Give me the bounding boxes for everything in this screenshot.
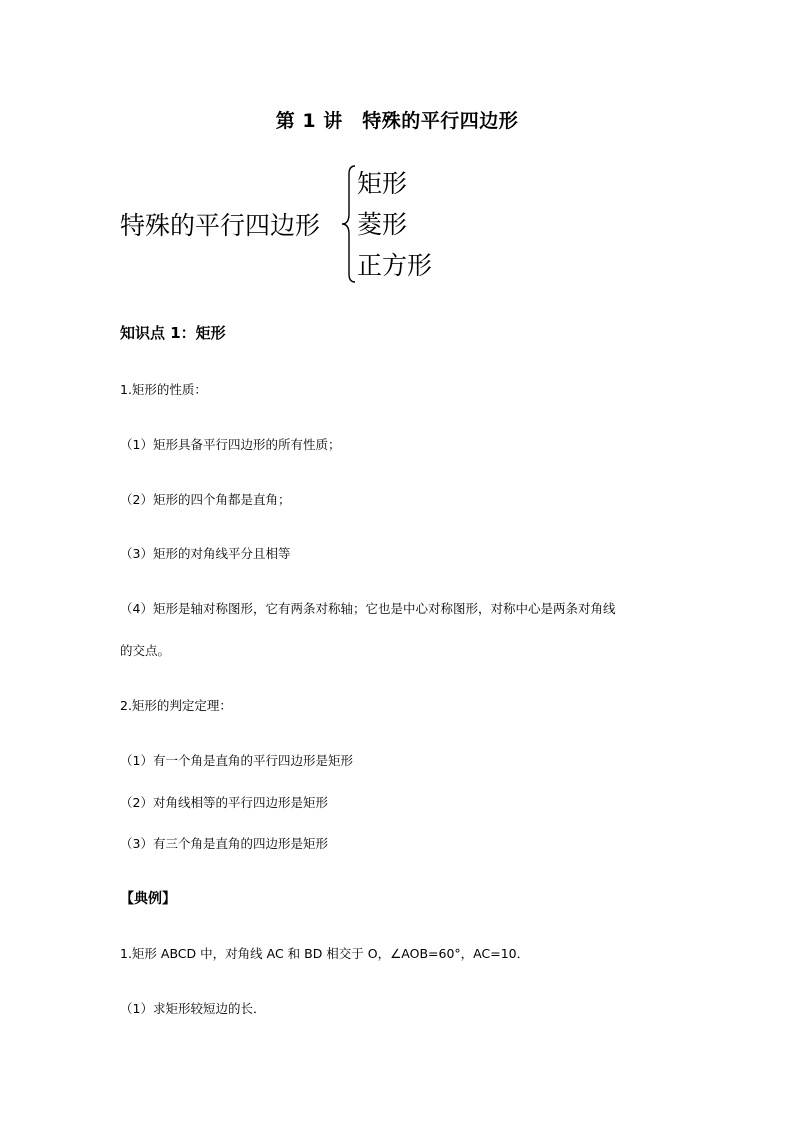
property-item: （2）矩形的四个角都是直角； [120,492,291,507]
diagram-root-label: 特殊的平行四边形 [120,211,321,240]
property-item: （1）矩形具备平行四边形的所有性质； [120,437,341,452]
diagram-branch-square: 正方形 [357,251,433,280]
example-problem: 1.矩形 ABCD 中，对角线 AC 和 BD 相交于 O，∠AOB=60°，AC=10． [120,946,530,961]
theorem-item: （3）有三个角是直角的四边形是矩形 [120,836,328,851]
property-item: （4）矩形是轴对称图形，它有两条对称轴；它也是中心对称图形，对称中心是两条对角线 [120,601,616,616]
brace-icon [339,164,359,284]
classification-diagram [0,158,794,288]
example-heading: 【典例】 [120,891,176,907]
property-item-continuation: 的交点。 [120,643,171,658]
diagram-branch-rectangle: 矩形 [357,169,408,198]
section-heading: 知识点 1：矩形 [120,324,226,342]
page-title: 第 1 讲 特殊的平行四边形 [275,110,519,132]
theorem-item: （1）有一个角是直角的平行四边形是矩形 [120,753,353,768]
property-item: （3）矩形的对角线平分且相等 [120,546,291,561]
theorem-item: （2）对角线相等的平行四边形是矩形 [120,795,328,810]
theorems-heading: 2.矩形的判定定理： [120,698,232,713]
example-part: （1）求矩形较短边的长． [120,1001,266,1016]
properties-heading: 1.矩形的性质： [120,382,207,397]
diagram-branch-rhombus: 菱形 [357,210,408,239]
